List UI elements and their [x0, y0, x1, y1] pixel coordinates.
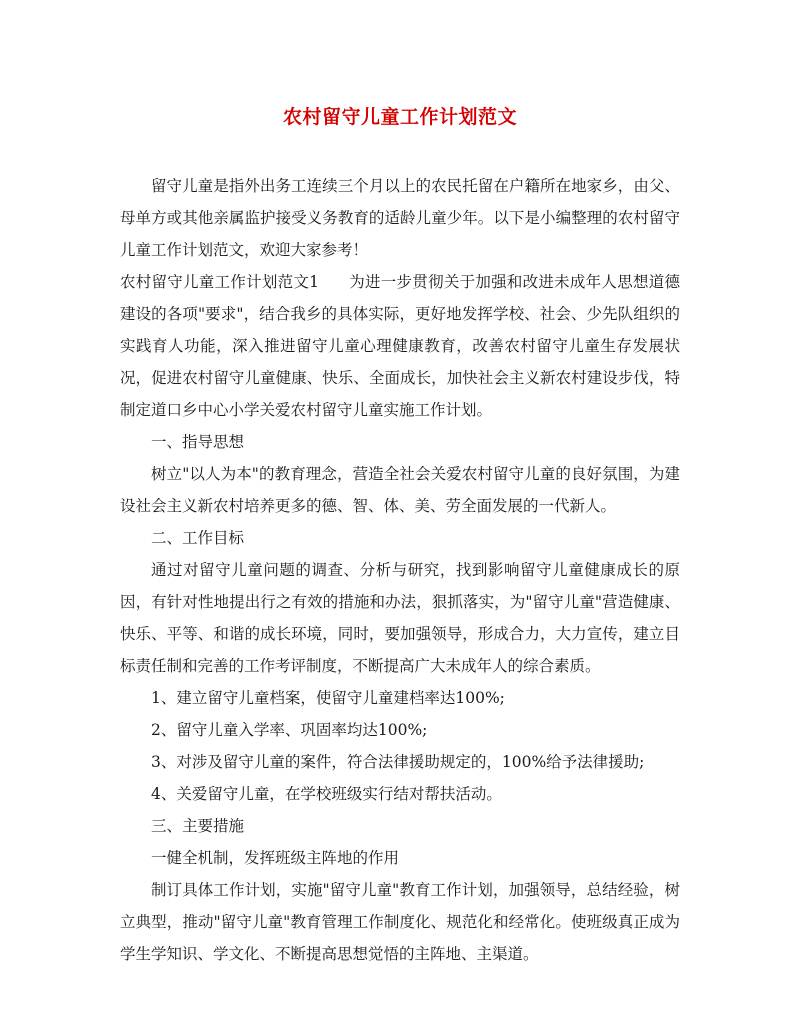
intro-paragraph: 留守儿童是指外出务工连续三个月以上的农民托留在户籍所在地家乡，由父、母单方或其他亲属监护接受义务教育的适龄儿童少年。以下是小编整理的农村留守儿童工作计划范文，欢迎大家参考！ — [120, 177, 680, 259]
plan-paragraph-text: 为进一步贯彻关于加强和改进未成年人思想道德建设的各项"要求"，结合我乡的具体实际，更好地发挥学校、社会、少先队组织的实践育人功能，深入推进留守儿童心理健康教育，改善农村留守儿童生存发展状况，促进农村留守儿童健康、快乐、全面成长，加快社会主义新农村建设步伐，特制定道口乡中心小学关爱农村留守儿童实施工作计划。 — [120, 273, 680, 419]
document-body — [120, 170, 680, 970]
goal-item-1: 1、建立留守儿童档案，使留守儿童建档率达100%; — [151, 689, 505, 707]
goal-item-4: 4、关爱留守儿童，在学校班级实行结对帮扶活动。 — [151, 785, 502, 803]
section-heading-work-goals: 二、工作目标 — [151, 529, 245, 547]
plan-lead-label: 农村留守儿童工作计划范文1 — [120, 273, 319, 291]
work-goals-paragraph: 通过对留守儿童问题的调查、分析与研究，找到影响留守儿童健康成长的原因，有针对性地提出行之有效的措施和办法，狠抓落实，为"留守儿童"营造健康、快乐、平等、和谐的成长环境，同时，要加强领导，形成合力，大力宣传，建立目标责任制和完善的工作考评制度，不断提高广大未成年人的综合素质。 — [120, 561, 680, 675]
section-heading-main-measures: 三、主要措施 — [151, 817, 245, 835]
section-heading-guiding-thought: 一、指导思想 — [151, 433, 245, 451]
goal-item-3: 3、对涉及留守儿童的案件，符合法律援助规定的，100%给予法律援助; — [151, 753, 645, 771]
goal-item-2: 2、留守儿童入学率、巩固率均达100%; — [151, 721, 428, 739]
measures-paragraph: 制订具体工作计划，实施"留守儿童"教育工作计划，加强领导，总结经验，树立典型，推动"留守儿童"教育管理工作制度化、规范化和经常化。使班级真正成为学生学知识、学文化、不断提高思想觉悟的主阵地、主渠道。 — [120, 881, 680, 963]
guiding-thought-paragraph: 树立"以人为本"的教育理念，营造全社会关爱农村留守儿童的良好氛围，为建设社会主义新农村培养更多的德、智、体、美、劳全面发展的一代新人。 — [120, 465, 680, 515]
subheading-mechanism: 一健全机制，发挥班级主阵地的作用 — [151, 849, 400, 867]
plan-paragraph — [120, 266, 680, 426]
document-title: 农村留守儿童工作计划范文 — [282, 106, 517, 128]
